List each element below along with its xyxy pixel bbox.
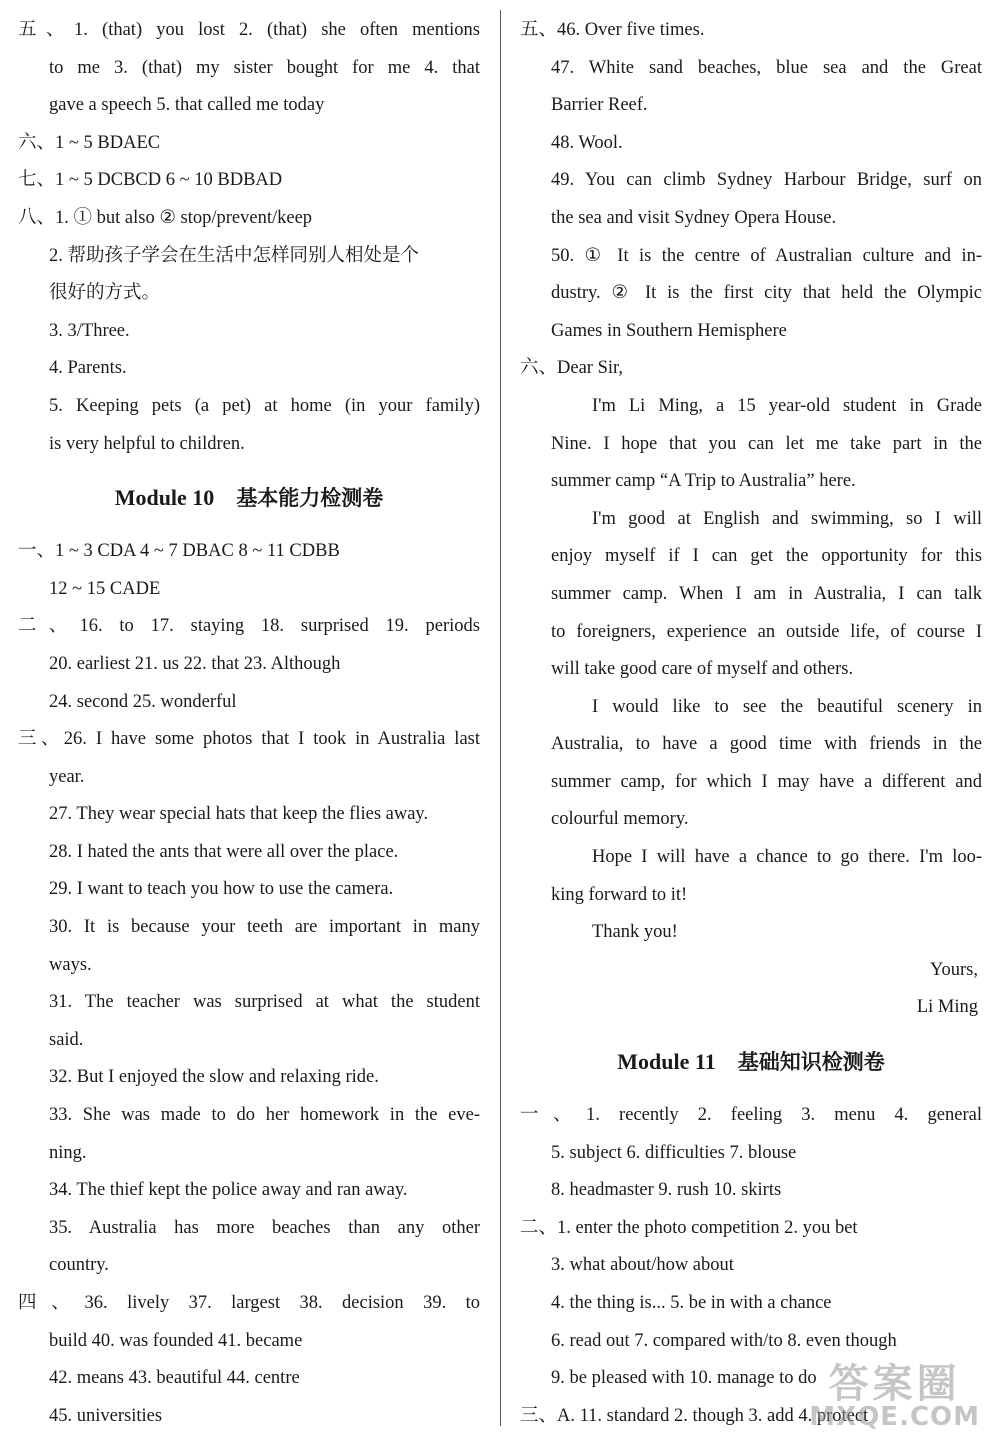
answer-line: to foreigners, experience an outside life, of course I bbox=[551, 621, 982, 642]
module-subtitle: 基本能力检测卷 bbox=[236, 486, 384, 511]
answer-line: 6. read out 7. compared with/to 8. even though bbox=[551, 1330, 897, 1351]
answer-line: 3. what about/how about bbox=[551, 1255, 734, 1276]
answer-line: Barrier Reef. bbox=[551, 95, 648, 116]
watermark-logo-text: 答案圈 bbox=[828, 1361, 961, 1407]
answer-line: 8. headmaster 9. rush 10. skirts bbox=[551, 1180, 782, 1201]
answer-line: Australia, to have a good time with friends in the bbox=[551, 734, 982, 755]
answer-line: 一、1 ~ 3 CDA 4 ~ 7 DBAC 8 ~ 11 CDBB bbox=[18, 541, 340, 562]
answer-line: build 40. was founded 41. became bbox=[49, 1330, 303, 1351]
answer-line: Nine. I hope that you can let me take part in the bbox=[551, 433, 982, 454]
answer-line: Yours, bbox=[930, 959, 978, 980]
answer-line: 30. It is because your teeth are important in many bbox=[49, 917, 480, 938]
answer-line: Thank you! bbox=[592, 922, 678, 943]
answer-line: 5. Keeping pets (a pet) at home (in your family) bbox=[49, 395, 480, 416]
answer-line: 32. But I enjoyed the slow and relaxing ride. bbox=[49, 1067, 379, 1088]
answer-line: will take good care of myself and others. bbox=[551, 659, 854, 680]
left-column bbox=[18, 12, 480, 1435]
right-column bbox=[520, 12, 982, 1435]
answer-line: 48. Wool. bbox=[551, 132, 623, 153]
answer-line: ways. bbox=[49, 954, 92, 975]
answer-line: I'm good at English and swimming, so I will bbox=[592, 508, 982, 529]
answer-line: colourful memory. bbox=[551, 809, 689, 830]
module-heading bbox=[18, 463, 480, 533]
answer-line: to me 3. (that) my sister bought for me 4. that bbox=[49, 57, 480, 78]
answer-line: 45. universities bbox=[49, 1405, 163, 1426]
answer-line: 二、16. to 17. staying 18. surprised 19. periods bbox=[18, 616, 480, 637]
answer-line: ning. bbox=[49, 1142, 87, 1163]
answer-line: 24. second 25. wonderful bbox=[49, 691, 237, 712]
answer-line: 42. means 43. beautiful 44. centre bbox=[49, 1368, 300, 1389]
answer-line: 2. 帮助孩子学会在生活中怎样同别人相处是个 bbox=[49, 245, 420, 266]
answer-line: 二、1. enter the photo competition 2. you bet bbox=[520, 1217, 858, 1238]
answer-line: summer camp, for which I may have a different and bbox=[551, 771, 982, 792]
column-divider bbox=[500, 10, 501, 1426]
answer-line: 很好的方式。 bbox=[49, 283, 161, 304]
answer-line: 5. subject 6. difficulties 7. blouse bbox=[551, 1142, 797, 1163]
module-title: Module 10 bbox=[114, 485, 215, 511]
answer-line: 49. You can climb Sydney Harbour Bridge, surf on bbox=[551, 170, 982, 191]
module-subtitle: 基础知识检测卷 bbox=[737, 1050, 885, 1075]
answer-line: 47. White sand beaches, blue sea and the Great bbox=[551, 57, 982, 78]
answer-line: 34. The thief kept the police away and ran away. bbox=[49, 1180, 408, 1201]
module-title: Module 11 bbox=[617, 1049, 716, 1075]
answer-line: 35. Australia has more beaches than any other bbox=[49, 1217, 480, 1238]
watermark bbox=[809, 1361, 980, 1432]
answer-line: 4. Parents. bbox=[49, 358, 127, 379]
answer-line: 33. She was made to do her homework in the eve- bbox=[49, 1105, 480, 1126]
answer-line: is very helpful to children. bbox=[49, 433, 245, 454]
answer-line: 28. I hated the ants that were all over the place. bbox=[49, 841, 399, 862]
module-heading bbox=[520, 1027, 982, 1097]
answer-line: gave a speech 5. that called me today bbox=[49, 95, 325, 116]
answer-line: year. bbox=[49, 766, 85, 787]
answer-line: summer camp “A Trip to Australia” here. bbox=[551, 471, 856, 492]
answer-line: country. bbox=[49, 1255, 109, 1276]
answer-line: summer camp. When I am in Australia, I can talk bbox=[551, 583, 982, 604]
watermark-url: MXQE.COM bbox=[809, 1402, 980, 1432]
answer-line: Games in Southern Hemisphere bbox=[551, 320, 787, 341]
answer-line: 29. I want to teach you how to use the camera. bbox=[49, 879, 394, 900]
answer-line: dustry. ② It is the first city that held the Olympic bbox=[551, 283, 982, 304]
answer-line: 六、1 ~ 5 BDAEC bbox=[18, 132, 161, 153]
answer-line: Hope I will have a chance to go there. I'm loo- bbox=[592, 847, 982, 868]
answer-line: I'm Li Ming, a 15 year-old student in Grade bbox=[592, 395, 982, 416]
answer-line: 四、36. lively 37. largest 38. decision 39. to bbox=[18, 1293, 480, 1313]
answer-line: enjoy myself if I can get the opportunity for this bbox=[551, 546, 982, 567]
answer-line: king forward to it! bbox=[551, 884, 688, 905]
answer-line: 一、1. recently 2. feeling 3. menu 4. general bbox=[520, 1105, 982, 1126]
answer-line: 五、46. Over five times. bbox=[520, 20, 705, 40]
answer-line: the sea and visit Sydney Opera House. bbox=[551, 207, 837, 228]
answer-line: 27. They wear special hats that keep the flies away. bbox=[49, 804, 429, 825]
answer-line: 4. the thing is... 5. be in with a chance bbox=[551, 1293, 832, 1313]
answer-line: said. bbox=[49, 1029, 84, 1050]
answer-line: 20. earliest 21. us 22. that 23. Although bbox=[49, 653, 341, 674]
answer-line: 八、1. ① but also ② stop/prevent/keep bbox=[18, 207, 313, 228]
answer-line: 三、26. I have some photos that I took in Australia last bbox=[18, 729, 480, 750]
answer-line: 六、Dear Sir, bbox=[520, 358, 624, 379]
answer-line: 50. ① It is the centre of Australian culture and in- bbox=[551, 245, 982, 266]
answer-line: Li Ming bbox=[916, 997, 978, 1018]
answer-line: 9. be pleased with 10. manage to do bbox=[551, 1368, 817, 1389]
answer-line: 31. The teacher was surprised at what the student bbox=[49, 992, 480, 1013]
answer-line: 七、1 ~ 5 DCBCD 6 ~ 10 BDBAD bbox=[18, 170, 283, 191]
answer-line: 五、1. (that) you lost 2. (that) she often mentions bbox=[18, 20, 480, 40]
answer-line: 三、A. 11. standard 2. though 3. add 4. protect bbox=[520, 1405, 869, 1426]
answer-line: 3. 3/Three. bbox=[49, 320, 130, 341]
answer-line: I would like to see the beautiful scenery in bbox=[592, 696, 982, 717]
answer-line: 12 ~ 15 CADE bbox=[49, 578, 161, 599]
